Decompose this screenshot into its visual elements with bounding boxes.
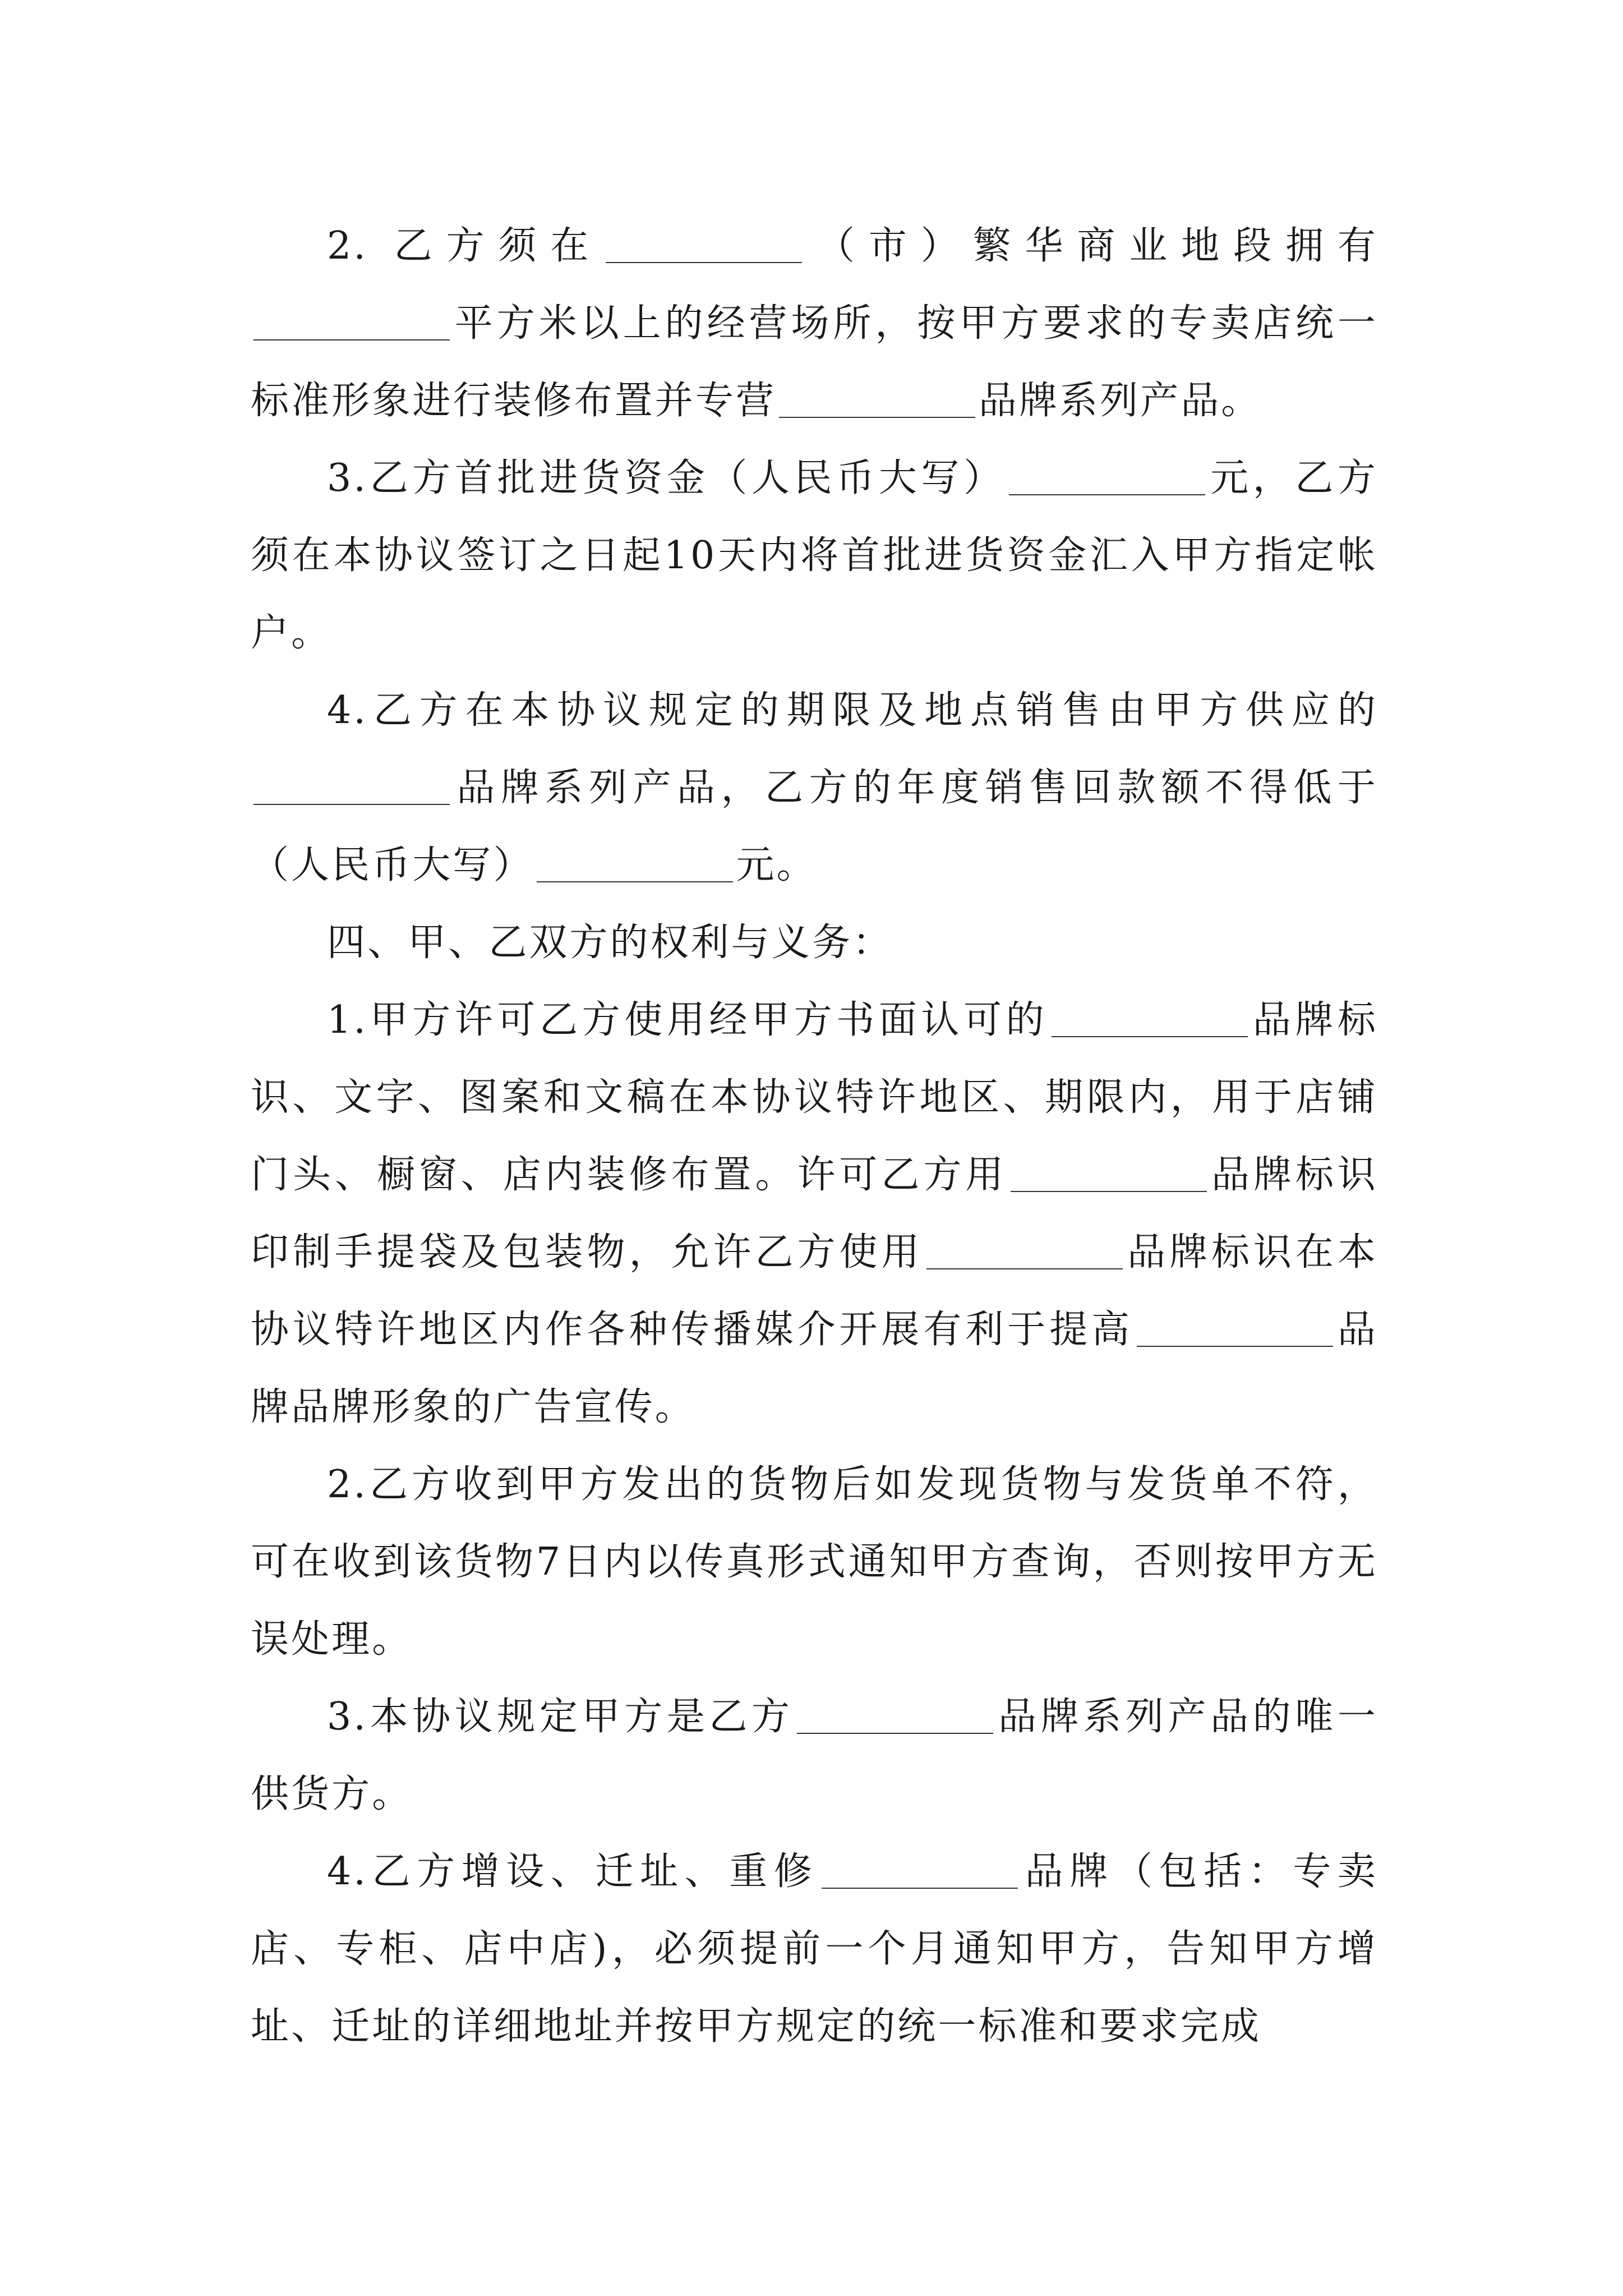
fill-in-blank [779, 379, 975, 418]
paragraph-text: 1.甲方许可乙方使用经甲方书面认可的 [327, 998, 1049, 1042]
fill-in-blank [1009, 456, 1205, 495]
fill-in-blank [1137, 1308, 1333, 1347]
paragraph-text: 品牌标识印制手提袋及包装物，允许乙方使用 [251, 1153, 1378, 1274]
contract-paragraph [251, 982, 1378, 1446]
paragraph-text: 4.乙方在本协议规定的期限及地点销售由甲方供应的 [327, 688, 1378, 733]
paragraph-text: 3.本协议规定甲方是乙方 [327, 1695, 794, 1739]
contract-paragraph [251, 440, 1378, 672]
fill-in-blank [926, 1230, 1123, 1269]
contract-paragraph [251, 1678, 1378, 1833]
paragraph-text: 平方米以上的经营场所，按甲方要求的专卖店统一标准形象进行装修布置并专营 [251, 301, 1378, 423]
contract-paragraph [251, 1446, 1378, 1678]
paragraph-text: 品牌标识在本协议特许地区内作各种传播媒介开展有利于提高 [251, 1230, 1378, 1352]
paragraph-text: 元。 [736, 843, 817, 887]
paragraph-text: 品牌标识、文字、图案和文稿在本协议特许地区、期限内，用于店铺门头、橱窗、店内装修布置。许可乙方用 [251, 998, 1378, 1197]
paragraph-text: 品牌系列产品。 [978, 379, 1262, 423]
fill-in-blank [537, 843, 733, 882]
paragraph-text: 品牌系列产品的唯一供货方。 [251, 1695, 1378, 1816]
contract-paragraph [251, 1833, 1378, 2065]
paragraph-text: 品牌系列产品，乙方的年度销售回款额不得低于（人民币大写） [251, 766, 1378, 887]
paragraph-text: 元，乙方须在本协议签订之日起10天内将首批进货资金汇入甲方指定帐户。 [251, 456, 1378, 655]
contract-paragraph [251, 208, 1378, 440]
fill-in-blank [1052, 998, 1248, 1037]
fill-in-blank [253, 301, 450, 341]
paragraph-text: 2.乙方收到甲方发出的货物后如发现货物与发货单不符，可在收到该货物7日内以传真形式通知甲方查询，否则按甲方无误处理。 [251, 1462, 1378, 1662]
paragraph-text: 品牌（包括：专卖店、专柜、店中店)，必须提前一个月通知甲方，告知甲方增址、迁址的详细地址并按甲方规定的统一标准和要求完成 [251, 1849, 1378, 2049]
paragraph-text: （市）繁华商业地段拥有 [805, 224, 1378, 268]
fill-in-blank [253, 766, 450, 805]
paragraph-text: 2. 乙方须在 [327, 224, 603, 268]
document-page [251, 208, 1378, 2065]
fill-in-blank [606, 224, 802, 263]
paragraph-text: 四、甲、乙双方的权利与义务： [327, 921, 893, 965]
fill-in-blank [822, 1849, 1018, 1889]
fill-in-blank [1011, 1153, 1207, 1192]
fill-in-blank [797, 1695, 993, 1734]
paragraph-text: 3.乙方首批进货资金（人民币大写） [327, 456, 1006, 500]
paragraph-text: 品牌品牌形象的广告宣传。 [251, 1308, 1378, 1429]
contract-paragraph [251, 672, 1378, 904]
contract-paragraph [251, 904, 1378, 982]
paragraph-text: 4.乙方增设、迁址、重修 [327, 1849, 819, 1894]
